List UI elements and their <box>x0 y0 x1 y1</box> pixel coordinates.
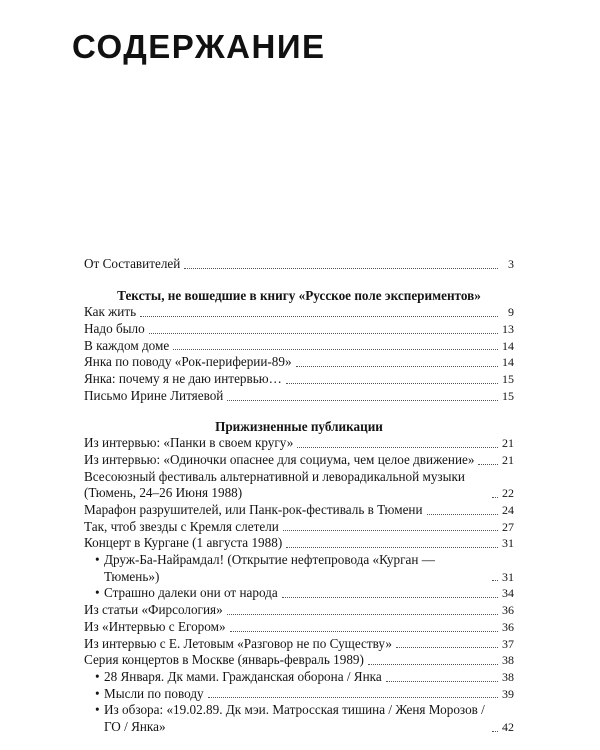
toc-entry-text: Из интервью с Е. Летовым «Разговор не по Существу» <box>84 635 392 651</box>
page-title: СОДЕРЖАНИЕ <box>72 28 326 65</box>
toc-entry-text: Янка по поводу «Рок-периферии-89» <box>84 354 292 370</box>
toc-page-number: 21 <box>502 436 514 451</box>
leader-dots <box>208 697 498 698</box>
toc-subentry[interactable] <box>84 686 514 703</box>
toc-entry[interactable] <box>84 452 514 469</box>
toc-row-intro[interactable] <box>84 256 514 273</box>
toc-entry-title <box>95 585 278 602</box>
toc-entry-text: Из интервью: «Панки в своем кругу» <box>84 435 294 451</box>
toc-entry-text: Надо было <box>84 321 145 337</box>
bullet-icon: • <box>95 585 100 601</box>
toc-entry[interactable] <box>84 652 514 669</box>
toc-entry-text: Из «Интервью с Егором» <box>84 618 226 634</box>
toc-entry-title <box>84 354 292 371</box>
toc-entry-title <box>84 435 293 452</box>
toc-page-number: 36 <box>502 619 514 634</box>
toc-subentry[interactable] <box>84 702 514 735</box>
toc-entry-title: От Составителей <box>84 255 181 271</box>
toc-entry-text: 28 Января. Дк мами. Гражданская оборона / Янка <box>104 668 382 684</box>
bullet-icon: • <box>95 668 100 684</box>
toc-entry-title <box>84 619 226 636</box>
bullet-icon: • <box>95 702 100 718</box>
toc-entry[interactable] <box>84 636 514 653</box>
toc-entry-text: Янка: почему я не даю интервью… <box>84 371 282 387</box>
toc-entry-title <box>95 552 488 585</box>
toc-entry-title <box>84 519 279 536</box>
leader-dots <box>184 268 498 269</box>
toc-entry[interactable] <box>84 371 514 388</box>
toc-entry-text: Всесоюзный фестиваль альтернативной и леворадикальной музыки (Тюмень, 24–26 Июня 1988) <box>84 468 465 501</box>
toc-page-number: 31 <box>502 536 514 551</box>
toc-page-number: 22 <box>502 486 514 501</box>
leader-dots <box>427 514 498 515</box>
leader-dots <box>368 664 498 665</box>
leader-dots <box>478 464 498 465</box>
toc-entry-text: Друж-Ба-Найрамдал! (Открытие нефтепровода «Курган — Тюмень») <box>104 552 435 584</box>
toc-entry-text: Марафон разрушителей, или Панк-рок-фестиваль в Тюмени <box>84 502 423 517</box>
toc-entry-title <box>95 685 204 703</box>
leader-dots <box>297 447 498 448</box>
toc-subentry[interactable] <box>84 552 514 585</box>
toc-entry-title <box>84 452 474 469</box>
toc-page-number: 14 <box>502 338 514 353</box>
toc-page-number: 15 <box>502 388 514 403</box>
leader-dots <box>140 316 498 317</box>
toc-entry[interactable] <box>84 354 514 371</box>
bullet-icon: • <box>95 552 100 568</box>
toc-page-number: 9 <box>508 305 514 320</box>
leader-dots <box>282 597 498 598</box>
toc-entry-title <box>84 321 145 338</box>
toc-page-number: 37 <box>502 636 514 651</box>
leader-dots <box>149 333 498 334</box>
toc-entry-text: Мысли по поводу <box>104 685 204 701</box>
toc-entry-text: Так, чтоб звезды с Кремля слетели <box>84 518 279 534</box>
toc-entry[interactable] <box>84 338 514 355</box>
toc-entry-text: Концерт в Кургане (1 августа 1988) <box>84 535 283 551</box>
toc-subentry[interactable] <box>84 669 514 686</box>
leader-dots <box>230 631 498 632</box>
toc-entry-title <box>84 502 423 519</box>
leader-dots <box>286 547 498 548</box>
toc-entry[interactable] <box>84 321 514 338</box>
section-heading-unpublished-texts: Тексты, не вошедшие в книгу «Русское поле экспериментов» <box>117 287 481 303</box>
toc-entry[interactable] <box>84 388 514 405</box>
toc-page-number: 14 <box>502 355 514 370</box>
leader-dots <box>492 580 498 581</box>
toc-entry-title <box>84 652 364 669</box>
leader-dots <box>296 366 498 367</box>
toc-page-number: 3 <box>508 256 514 271</box>
toc-page-number: 24 <box>502 503 514 517</box>
toc-entry-text: Как жить <box>84 304 137 320</box>
toc-entry-title <box>84 304 136 321</box>
leader-dots <box>492 497 498 498</box>
leader-dots <box>227 614 498 615</box>
toc-entry-title <box>84 338 169 355</box>
toc-page-number: 36 <box>502 603 514 618</box>
toc-page-number: 34 <box>502 586 514 601</box>
toc-page-number: 31 <box>502 569 514 584</box>
toc-entry[interactable] <box>84 469 514 502</box>
leader-dots <box>283 530 498 531</box>
toc-entry-text: Серия концертов в Москве (январь-февраль 1989) <box>84 652 364 668</box>
toc-entry-title <box>84 388 223 405</box>
toc-entry-title <box>95 668 382 686</box>
toc-entry-title <box>84 636 392 653</box>
toc-entry[interactable] <box>84 435 514 452</box>
toc-entry-title <box>84 535 282 552</box>
toc-page-number: 13 <box>502 322 514 337</box>
toc-entry-title <box>84 602 223 619</box>
leader-dots <box>396 647 498 648</box>
leader-dots <box>286 383 498 384</box>
toc-page-number: 27 <box>502 519 514 534</box>
toc-entry[interactable] <box>84 304 514 321</box>
toc-entry-text: Страшно далеки они от народа <box>104 585 278 601</box>
toc-page-number: 21 <box>502 452 514 467</box>
toc-page-number: 42 <box>502 720 514 734</box>
table-of-contents <box>84 256 514 736</box>
toc-entry[interactable] <box>84 602 514 619</box>
leader-dots <box>227 400 498 401</box>
toc-page-number: 15 <box>502 372 514 387</box>
toc-subentry[interactable] <box>84 585 514 602</box>
toc-entry[interactable] <box>84 519 514 536</box>
toc-entry-text: Письмо Ирине Литяевой <box>84 387 224 403</box>
toc-entry[interactable] <box>84 535 514 552</box>
toc-entry-text: Из интервью: «Одиночки опаснее для социума, чем целое движение» <box>84 451 475 467</box>
toc-entry-text: Из обзора: «19.02.89. Дк мэи. Матросская тишина / Женя Морозов / ГО / Янка» <box>104 702 485 734</box>
toc-entry[interactable] <box>84 619 514 636</box>
bullet-icon: • <box>95 685 100 701</box>
toc-entry-title <box>84 469 488 502</box>
leader-dots <box>173 349 498 350</box>
leader-dots <box>386 681 498 682</box>
section-heading-lifetime-publications: Прижизненные публикации <box>215 418 383 434</box>
toc-page-number: 39 <box>502 686 514 701</box>
toc-entry-title <box>84 371 282 388</box>
leader-dots <box>492 731 498 732</box>
toc-entry[interactable] <box>84 502 514 519</box>
toc-entry-text: В каждом доме <box>84 337 170 353</box>
toc-page-number: 38 <box>502 653 514 668</box>
toc-entry-text: Из статьи «Фирсология» <box>84 602 223 618</box>
toc-page-number: 38 <box>502 669 514 684</box>
toc-entry-title <box>95 702 488 735</box>
